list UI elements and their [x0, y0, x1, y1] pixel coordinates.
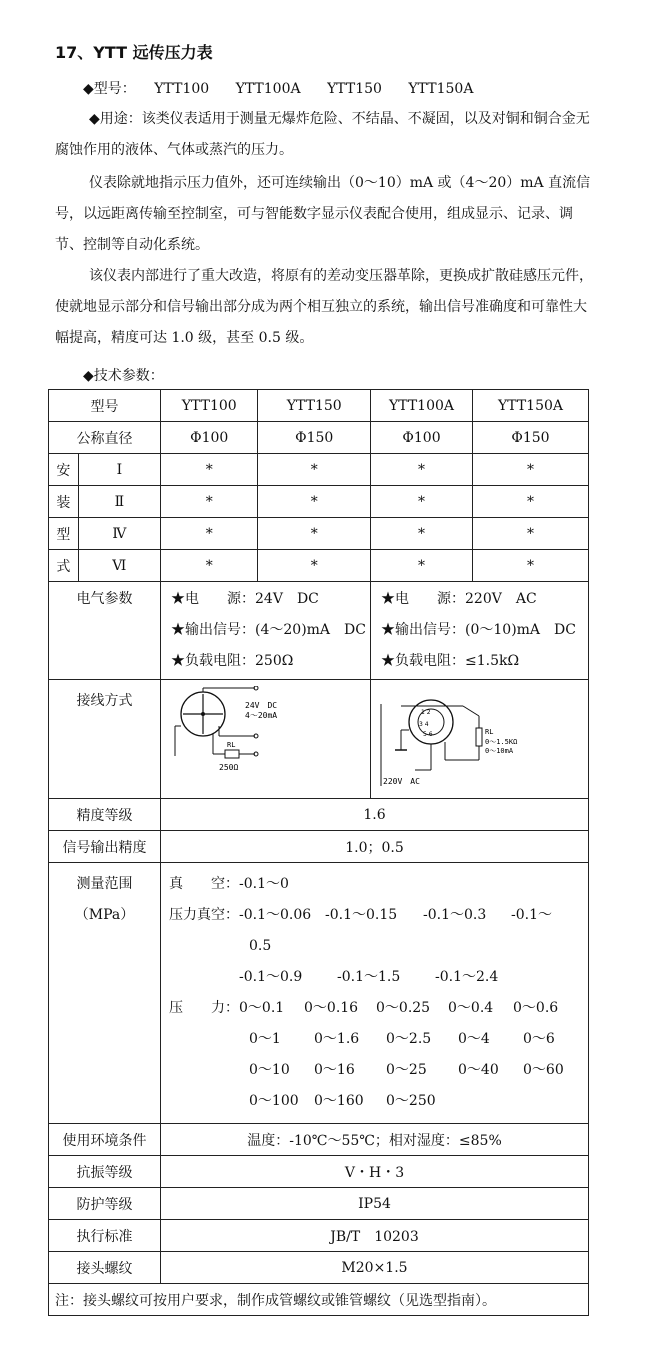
range-item: 0～0.4	[448, 1000, 494, 1016]
install-type: Ⅱ	[78, 486, 160, 518]
mark-cell: *	[258, 486, 371, 518]
section-title: 17、YTT 远传压力表	[55, 43, 213, 62]
pressure-row	[169, 1024, 582, 1055]
range-values	[161, 863, 589, 1124]
model-cell: YTT150	[258, 390, 371, 422]
range-item: -0.1～0.15	[325, 907, 398, 923]
env-value: 温度：-10℃～55℃；相对湿度：≤85%	[161, 1124, 589, 1156]
range-item: 0～40	[458, 1062, 499, 1078]
table-row	[49, 518, 589, 550]
svg-text:5 6: 5 6	[423, 731, 433, 738]
diameter-cell: Φ150	[258, 422, 371, 454]
range-item: -0.1～	[511, 907, 553, 923]
install-type: Ⅳ	[78, 518, 160, 550]
vibration-label: 抗振等级	[49, 1156, 161, 1188]
model-item: YTT150A	[408, 81, 474, 97]
mark-cell: *	[161, 454, 258, 486]
range-item: 0～10	[249, 1062, 290, 1078]
mark-cell: *	[473, 454, 589, 486]
wiring-range1-label: 0～1.5KΩ	[485, 738, 518, 746]
pressure-row	[169, 993, 582, 1024]
diameter-header: 公称直径	[49, 422, 161, 454]
signal-accuracy-value: 1.0；0.5	[161, 831, 589, 863]
electric-line: ★电 源：24V DC	[171, 591, 319, 607]
model-cell: YTT100	[161, 390, 258, 422]
range-item: 0～16	[314, 1062, 355, 1078]
table-row	[49, 1284, 589, 1316]
mark-cell: *	[473, 518, 589, 550]
table-row	[49, 582, 589, 680]
wiring-diagram-right	[371, 680, 589, 799]
wiring-schematic-icon	[161, 686, 370, 792]
electric-line: ★输出信号：(0～10)mA DC	[381, 622, 576, 638]
table-row	[49, 680, 589, 799]
usage-paragraph: ◆用途：该类仪表适用于测量无爆炸危险、不结晶、不凝固，以及对铜和铜合金无腐蚀作用的液体、气体或蒸汽的压力。	[55, 111, 590, 158]
install-label-char: 型	[49, 518, 79, 550]
models-line	[83, 78, 495, 98]
range-item: -0.1～1.5	[337, 969, 401, 985]
mark-cell: *	[161, 550, 258, 582]
range-item: -0.1～0.06	[239, 907, 312, 923]
model-cell: YTT100A	[371, 390, 473, 422]
range-label: 测量范围	[76, 876, 133, 892]
accuracy-value: 1.6	[161, 799, 589, 831]
mark-cell: *	[371, 550, 473, 582]
range-item: -0.1～0.9	[239, 969, 303, 985]
model-cell: YTT150A	[473, 390, 589, 422]
cv-label: 压力真空：	[169, 907, 240, 923]
mark-cell: *	[161, 486, 258, 518]
table-row	[49, 1124, 589, 1156]
install-type: Ⅰ	[78, 454, 160, 486]
vacuum-label: 真 空：	[169, 876, 240, 892]
table-row	[49, 486, 589, 518]
install-label-char: 式	[49, 550, 79, 582]
signal-accuracy-label: 信号输出精度	[49, 831, 161, 863]
electric-right	[371, 582, 589, 680]
diameter-cell: Φ150	[473, 422, 589, 454]
range-item: 0～2.5	[386, 1031, 432, 1047]
range-item: 0～250	[386, 1093, 436, 1109]
accuracy-label: 精度等级	[49, 799, 161, 831]
pressure-row	[169, 1055, 582, 1086]
model-item: YTT100A	[235, 81, 301, 97]
range-item: 0.5	[249, 938, 272, 954]
mark-cell: *	[371, 486, 473, 518]
table-row	[49, 422, 589, 454]
thread-label: 接头螺纹	[49, 1252, 161, 1284]
model-header: 型号	[49, 390, 161, 422]
table-row	[49, 799, 589, 831]
install-label-char: 装	[49, 486, 79, 518]
vacuum-row	[169, 869, 582, 900]
wiring-signal-label: 4～20mA	[245, 711, 278, 720]
install-type: Ⅵ	[78, 550, 160, 582]
table-note: 注：接头螺纹可按用户要求，制作成管螺纹或锥管螺纹（见选型指南）。	[49, 1284, 589, 1316]
range-item: 0～0.25	[376, 1000, 431, 1016]
mark-cell: *	[161, 518, 258, 550]
install-label-char: 安	[49, 454, 79, 486]
electric-left	[161, 582, 371, 680]
range-item: 0～4	[458, 1031, 490, 1047]
table-row	[49, 1156, 589, 1188]
mark-cell: *	[473, 486, 589, 518]
mark-cell: *	[371, 518, 473, 550]
vibration-value: V・H・3	[161, 1156, 589, 1188]
range-item: 0～100	[249, 1093, 299, 1109]
table-row	[49, 1188, 589, 1220]
protection-value: IP54	[161, 1188, 589, 1220]
model-item: YTT100	[154, 81, 210, 97]
pressure-row	[169, 1086, 582, 1117]
model-item: YTT150	[327, 81, 382, 97]
wiring-supply-label: 24V DC	[245, 701, 278, 710]
mark-cell: *	[258, 518, 371, 550]
range-item: 0～1	[249, 1031, 281, 1047]
table-row	[49, 390, 589, 422]
mark-cell: *	[371, 454, 473, 486]
range-label-cell	[49, 863, 161, 1124]
range-item: 0～0.6	[513, 1000, 559, 1016]
pressure-label: 压 力：	[169, 1000, 240, 1016]
diameter-cell: Φ100	[371, 422, 473, 454]
electric-line: ★负载电阻：250Ω	[171, 653, 294, 669]
models-label: ◆型号：	[83, 81, 136, 97]
wiring-range2-label: 0～10mA	[485, 747, 514, 755]
standard-label: 执行标准	[49, 1220, 161, 1252]
range-item: 0～25	[386, 1062, 427, 1078]
range-item: 0～160	[314, 1093, 364, 1109]
wiring-diagram-left	[161, 680, 371, 799]
range-item: -0.1～0.3	[423, 907, 487, 923]
svg-text:3 4: 3 4	[419, 721, 429, 728]
wiring-label: 接线方式	[49, 680, 161, 799]
mark-cell: *	[258, 550, 371, 582]
range-item: 0～6	[523, 1031, 555, 1047]
electric-label: 电气参数	[49, 582, 161, 680]
output-paragraph: 仪表除就地指示压力值外，还可连续输出（0～10）mA 或（4～20）mA 直流信号，以远距离传输至控制室，可与智能数字显示仪表配合使用，组成显示、记录、调节、控制等自动化系统。	[55, 175, 591, 253]
table-row	[49, 550, 589, 582]
protection-label: 防护等级	[49, 1188, 161, 1220]
table-row	[49, 1220, 589, 1252]
tech-heading: ◆技术参数：	[83, 368, 164, 384]
range-unit: （MPa）	[74, 907, 135, 923]
wiring-res-label: 250Ω	[219, 763, 239, 772]
table-row	[49, 454, 589, 486]
diameter-cell: Φ100	[161, 422, 258, 454]
electric-line: ★电 源：220V AC	[381, 591, 537, 607]
cv-row-cont	[169, 931, 582, 962]
table-row	[49, 1252, 589, 1284]
wiring-ac-label: 220V AC	[383, 777, 420, 786]
range-item: 0～1.6	[314, 1031, 360, 1047]
mark-cell: *	[258, 454, 371, 486]
cv-row	[169, 900, 582, 931]
range-item: -0.1～2.4	[435, 969, 499, 985]
cv-row-2	[169, 962, 582, 993]
table-row	[49, 831, 589, 863]
range-item: 0～0.1	[239, 1000, 285, 1016]
wiring-rl-label: RL	[227, 741, 236, 749]
wiring-schematic-icon	[371, 686, 587, 792]
svg-text:1 2: 1 2	[421, 709, 431, 716]
table-row	[49, 863, 589, 1124]
mark-cell: *	[473, 550, 589, 582]
standard-value: JB/T 10203	[161, 1220, 589, 1252]
range-item: 0～60	[523, 1062, 564, 1078]
wiring-rl-label: RL	[485, 728, 494, 736]
electric-line: ★输出信号：(4～20)mA DC	[171, 622, 366, 638]
electric-line: ★负载电阻：≤1.5kΩ	[381, 653, 520, 669]
vacuum-value: -0.1～0	[239, 876, 289, 892]
tech-table	[48, 389, 589, 1316]
thread-value: M20×1.5	[161, 1252, 589, 1284]
range-item: 0～0.16	[304, 1000, 359, 1016]
improvement-paragraph: 该仪表内部进行了重大改造，将原有的差动变压器革除，更换成扩散硅感压元件，使就地显示部分和信号输出部分成为两个相互独立的系统，输出信号准确度和可靠性大幅提高，精度可达 1.0 级，甚至 0.5 级。	[55, 268, 593, 346]
env-label: 使用环境条件	[49, 1124, 161, 1156]
